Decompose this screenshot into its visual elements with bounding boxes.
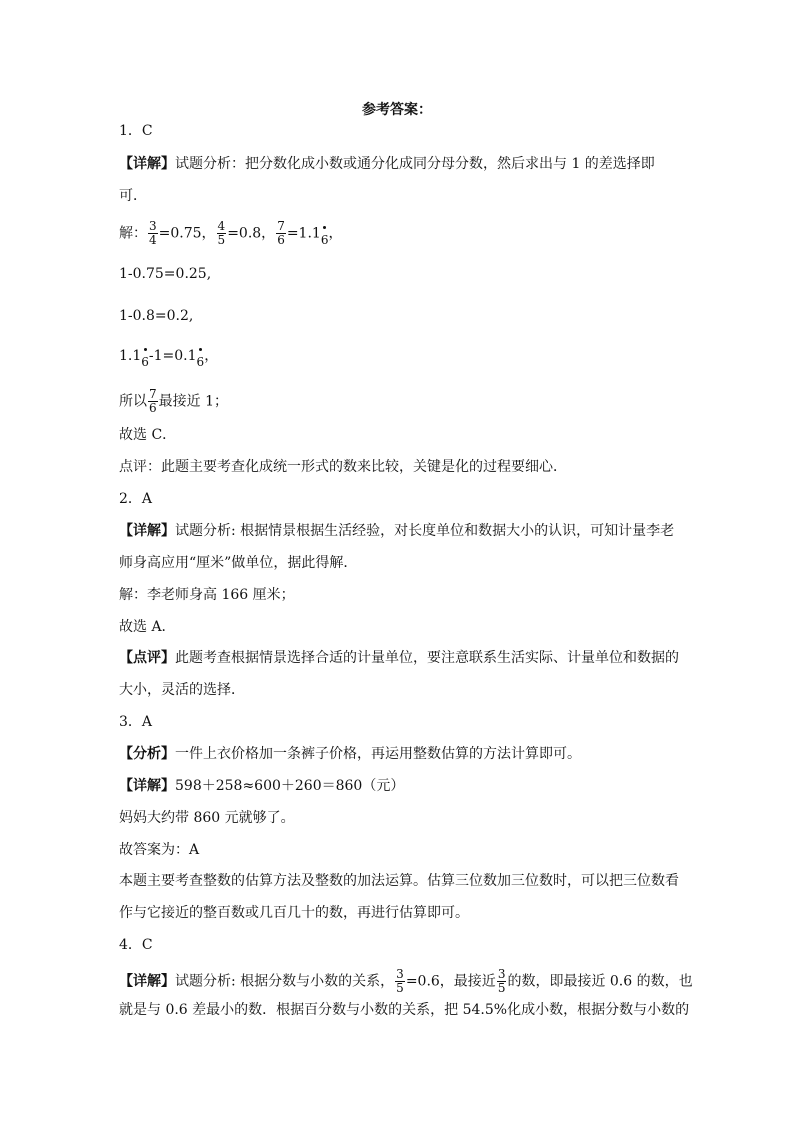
calc-part: ， [204,348,219,364]
q3-note-line-2: 作与它接近的整百数或几百几十的数，再进行估算即可。 [119,905,469,921]
fraction-denominator: 4 [149,233,157,247]
q2-comment-tag: 【点评】 [119,650,175,666]
q2-detail-line-2: 师身高应用“厘米”做单位，据此得解． [119,555,358,571]
fraction-value: =1.1 [286,225,321,242]
q2-solution: 解：李老师身高 166 厘米； [119,587,295,603]
q3-detail-tag: 【详解】 [119,778,175,794]
q2-comment-text: 此题考查根据情景选择合适的计量单位，要注意联系生活实际、计量单位和数据的 [175,650,679,666]
fraction-denominator: 5 [396,981,404,995]
q3-detail [119,776,404,796]
fraction-3-5 [497,968,507,995]
q4-detail-text: 的数，即最接近 0.6 的数，也 [507,973,693,990]
q1-detail-tag: 【详解】 [119,156,175,172]
q4-detail-line-2: 就是与 0.6 差最小的数．根据百分数与小数的关系，把 54.5%化成小数，根据分数与小数的 [119,1002,690,1018]
q4-detail-line-1 [119,968,693,995]
fraction-numerator: 7 [277,219,285,233]
repeating-digit: 6 [321,230,329,250]
q4-detail-text: =0.6，最接近 [405,973,496,990]
q3-result: 妈妈大约带 860 元就够了。 [119,810,295,826]
q2-comment-line-2: 大小，灵活的选择． [119,682,245,698]
fraction-denominator: 6 [149,401,157,415]
q3-note-line-1: 本题主要考查整数的估算方法及整数的加法运算。估算三位数加三位数时，可以把三位数看 [119,873,679,889]
fraction-numerator: 3 [497,967,506,981]
q1-choose: 故选 C． [119,427,177,443]
fraction-value: =0.75， [158,225,216,242]
fraction-numerator: 7 [149,387,157,401]
q1-number: 1．C [119,123,153,139]
fraction-3-4 [148,220,158,247]
conclusion-suffix: 最接近 1； [158,393,228,410]
q3-analysis [119,744,581,764]
q1-calc-3 [119,346,218,372]
fraction-numerator: 3 [396,967,404,981]
q3-detail-text: 598＋258≈600＋260＝860（元） [175,778,405,794]
q1-calc-2: 1-0.8=0.2, [119,308,194,324]
calc-part: 1.1 [119,348,142,364]
q3-analysis-tag: 【分析】 [119,746,175,762]
q1-detail-line-1 [119,154,655,174]
repeating-digit: 6 [197,352,205,372]
page-title: 参考答案： [362,102,432,118]
q1-detail-text: 试题分析：把分数化成小数或通分化成同分母分数，然后求出与 1 的差选择即 [175,156,655,172]
fraction-denominator: 5 [497,981,506,995]
fraction-4-5 [217,220,227,247]
fraction-numerator: 3 [149,219,157,233]
q3-number: 3．A [119,714,153,730]
fraction-7-6 [148,388,158,415]
calc-part: -1=0.1 [148,348,197,364]
q2-number: 2．A [119,491,153,507]
q1-conclusion [119,388,228,415]
q1-solution-prefix: 解： [119,225,147,242]
q1-calc-1: 1-0.75=0.25, [119,266,212,282]
q1-solution-line [119,220,342,250]
q4-detail-tag: 【详解】 [119,973,175,990]
q2-detail-tag: 【详解】 [119,523,175,539]
q3-analysis-text: 一件上衣价格加一条裤子价格，再运用整数估算的方法计算即可。 [175,746,581,762]
fraction-denominator: 6 [277,233,285,247]
q1-comment: 点评：此题主要考查化成统一形式的数来比较，关键是化的过程要细心． [119,459,567,475]
q2-choose: 故选 A． [119,619,176,635]
conclusion-prefix: 所以 [119,393,147,410]
fraction-7-6 [276,220,286,247]
q4-detail-text: 试题分析: 根据分数与小数的关系， [175,973,395,990]
fraction-denominator: 5 [217,233,226,247]
repeating-digit: 6 [141,352,149,372]
q1-detail-line-2: 可． [119,188,147,204]
fraction-numerator: 4 [217,219,226,233]
q2-comment-line-1 [119,648,679,668]
q2-detail-text: 试题分析: 根据情景根据生活经验，对长度单位和数据大小的认识，可知计量李老 [175,523,675,539]
q1-solution-suffix: ， [328,225,343,242]
fraction-value: =0.8， [227,225,276,242]
q3-answer: 故答案为：A [119,842,200,858]
q2-detail-line-1 [119,521,674,541]
q4-number: 4．C [119,937,153,953]
fraction-3-5 [395,968,405,995]
